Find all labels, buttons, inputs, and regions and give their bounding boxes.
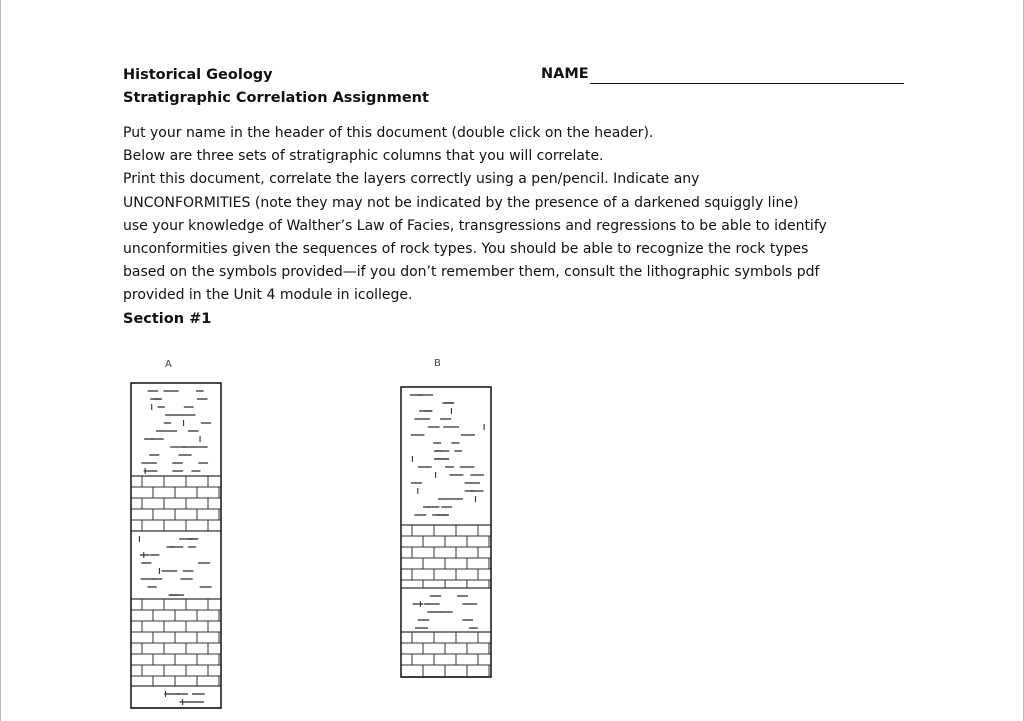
column-a-label: A bbox=[165, 359, 172, 370]
course-title: Historical Geology bbox=[123, 67, 273, 83]
layer-limestone bbox=[401, 525, 491, 588]
name-field bbox=[541, 64, 904, 84]
assignment-title: Stratigraphic Correlation Assignment bbox=[123, 90, 429, 106]
name-label: NAME bbox=[541, 66, 589, 82]
instruction-line: based on the symbols provided—if you don’t remember them, consult the lithographic symbols pdf bbox=[123, 264, 820, 281]
instructions bbox=[123, 122, 827, 308]
layer-shale bbox=[131, 391, 221, 476]
instruction-line: UNCONFORMITIES (note they may not be indicated by the presence of a darkened squiggly line) bbox=[123, 194, 799, 211]
layer-shale bbox=[131, 536, 221, 599]
layer-limestone bbox=[131, 599, 221, 686]
instruction-line: Below are three sets of stratigraphic columns that you will correlate. bbox=[123, 148, 604, 165]
column-b-label: B bbox=[434, 358, 441, 369]
instruction-line: provided in the Unit 4 module in icollege. bbox=[123, 287, 413, 304]
stratigraphic-column-b bbox=[399, 385, 493, 715]
section-title: Section #1 bbox=[123, 311, 212, 327]
instruction-line: use your knowledge of Walther’s Law of Facies, transgressions and regressions to be able to identify bbox=[123, 217, 827, 234]
document-header bbox=[123, 64, 429, 110]
stratigraphic-column-a bbox=[129, 381, 223, 711]
name-underline bbox=[590, 67, 904, 84]
layer-shale bbox=[131, 691, 221, 708]
layer-shale bbox=[401, 395, 491, 525]
instruction-line: Put your name in the header of this document (double click on the header). bbox=[123, 125, 654, 141]
layer-limestone bbox=[401, 632, 491, 677]
layer-shale bbox=[401, 596, 491, 632]
instruction-line: Print this document, correlate the layers correctly using a pen/pencil. Indicate any bbox=[123, 171, 700, 188]
instruction-line: unconformities given the sequences of rock types. You should be able to recognize the rock types bbox=[123, 241, 809, 258]
column-outline bbox=[131, 383, 221, 708]
layer-limestone bbox=[131, 476, 221, 531]
